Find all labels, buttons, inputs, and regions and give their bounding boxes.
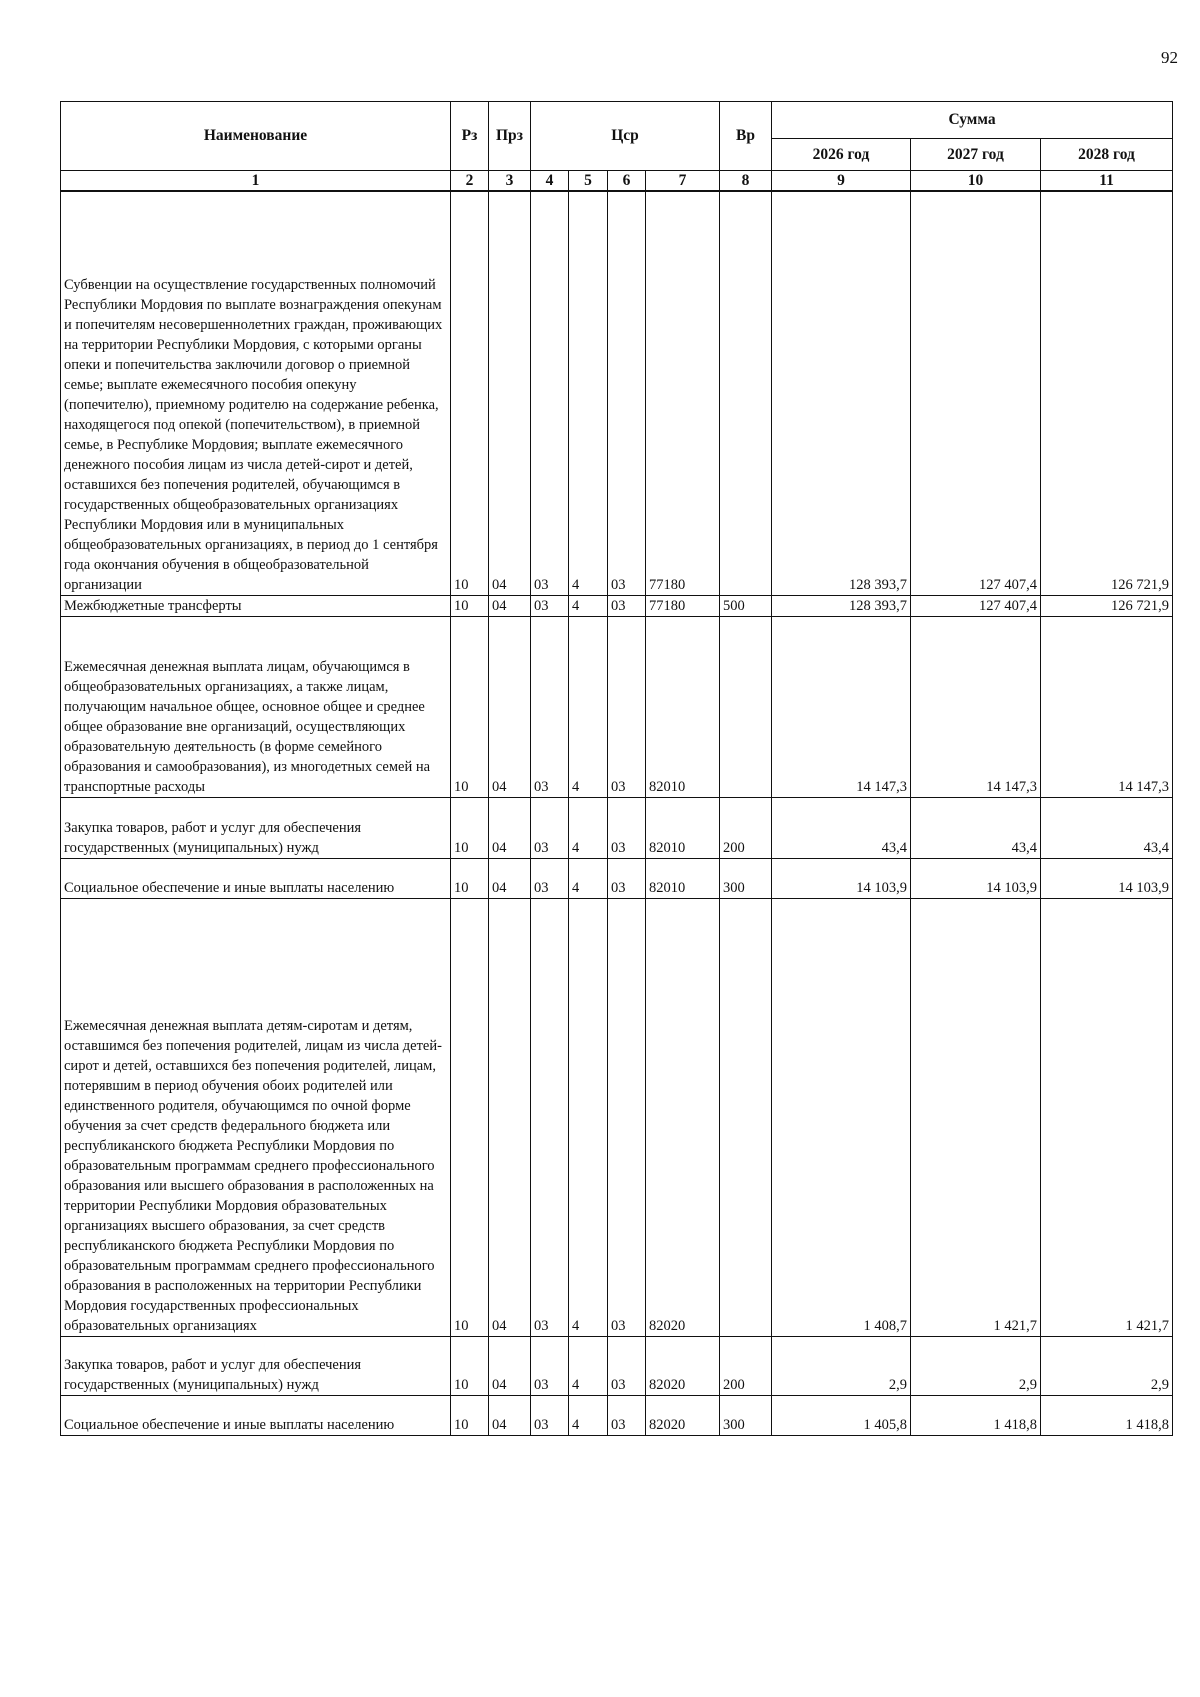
cell-rz: 10 [451,797,489,858]
cell-rz: 10 [451,1395,489,1435]
cell-sum-2026: 43,4 [772,797,911,858]
cell-csr-part3: 03 [608,797,646,858]
cell-name: Закупка товаров, работ и услуг для обеспечения государственных (муниципальных) нужд [61,797,451,858]
cell-sum-2027: 127 407,4 [911,595,1041,616]
cell-prz: 04 [489,898,531,1336]
table-row [61,191,1173,595]
column-number-11: 11 [1041,171,1173,192]
cell-sum-2027: 14 147,3 [911,616,1041,797]
cell-csr-part4: 82020 [646,1336,720,1395]
cell-csr-part2: 4 [569,616,608,797]
cell-vr: 200 [720,1336,772,1395]
cell-vr: 300 [720,1395,772,1435]
cell-sum-2027: 127 407,4 [911,191,1041,595]
cell-vr: 500 [720,595,772,616]
cell-csr-part4: 77180 [646,595,720,616]
cell-rz: 10 [451,898,489,1336]
cell-csr-part4: 77180 [646,191,720,595]
cell-name: Ежемесячная денежная выплата лицам, обучающимся в общеобразовательных организациях, а также лицам, получающим начальное общее, основное общее и среднее общее образование вне организаций, осуществляющих образовательную деятельность (в форме семейного образования и самообразования), из многодетных семей на транспортные расходы [61,616,451,797]
cell-sum-2026: 14 103,9 [772,858,911,898]
cell-csr-part4: 82010 [646,858,720,898]
table-row [61,1395,1173,1435]
column-number-8: 8 [720,171,772,192]
budget-table [60,101,1173,1436]
cell-csr-part1: 03 [531,191,569,595]
column-numbers-row [61,171,1173,192]
column-number-10: 10 [911,171,1041,192]
cell-sum-2027: 1 421,7 [911,898,1041,1336]
cell-csr-part3: 03 [608,898,646,1336]
table-row [61,595,1173,616]
header-sum: Сумма [772,102,1173,139]
cell-rz: 10 [451,616,489,797]
cell-csr-part1: 03 [531,858,569,898]
cell-sum-2028: 2,9 [1041,1336,1173,1395]
cell-csr-part1: 03 [531,595,569,616]
cell-rz: 10 [451,595,489,616]
cell-csr-part4: 82010 [646,797,720,858]
table-row [61,616,1173,797]
cell-prz: 04 [489,1395,531,1435]
cell-vr: 200 [720,797,772,858]
cell-sum-2028: 43,4 [1041,797,1173,858]
header-year-2028: 2028 год [1041,139,1173,171]
cell-csr-part3: 03 [608,1395,646,1435]
cell-csr-part2: 4 [569,595,608,616]
header-year-2026: 2026 год [772,139,911,171]
cell-sum-2028: 14 147,3 [1041,616,1173,797]
table-row [61,797,1173,858]
cell-csr-part2: 4 [569,191,608,595]
cell-prz: 04 [489,191,531,595]
cell-sum-2026: 2,9 [772,1336,911,1395]
cell-sum-2027: 1 418,8 [911,1395,1041,1435]
cell-sum-2028: 126 721,9 [1041,191,1173,595]
column-number-1: 1 [61,171,451,192]
table-row [61,898,1173,1336]
cell-prz: 04 [489,858,531,898]
header-vr: Вр [720,102,772,171]
cell-csr-part2: 4 [569,898,608,1336]
cell-sum-2028: 1 418,8 [1041,1395,1173,1435]
cell-prz: 04 [489,616,531,797]
table-body [61,191,1173,1435]
cell-csr-part2: 4 [569,797,608,858]
cell-rz: 10 [451,1336,489,1395]
cell-sum-2028: 1 421,7 [1041,898,1173,1336]
cell-csr-part4: 82020 [646,898,720,1336]
cell-name: Социальное обеспечение и иные выплаты населению [61,858,451,898]
cell-sum-2026: 128 393,7 [772,191,911,595]
cell-csr-part3: 03 [608,1336,646,1395]
cell-csr-part1: 03 [531,1336,569,1395]
cell-name: Закупка товаров, работ и услуг для обеспечения государственных (муниципальных) нужд [61,1336,451,1395]
cell-name: Социальное обеспечение и иные выплаты населению [61,1395,451,1435]
cell-vr [720,616,772,797]
cell-sum-2026: 14 147,3 [772,616,911,797]
cell-csr-part1: 03 [531,1395,569,1435]
cell-csr-part3: 03 [608,191,646,595]
column-number-9: 9 [772,171,911,192]
cell-csr-part3: 03 [608,595,646,616]
cell-csr-part2: 4 [569,1395,608,1435]
cell-csr-part4: 82020 [646,1395,720,1435]
table-row [61,858,1173,898]
cell-csr-part1: 03 [531,797,569,858]
header-name: Наименование [61,102,451,171]
cell-name: Ежемесячная денежная выплата детям-сиротам и детям, оставшимся без попечения родителей, лицам из числа детей-сирот и детей, оставшихся без попечения родителей, лицам, потерявшим в период обучения обоих родителей или единственного родителя, обучающимся по очной форме обучения за счет средств федерального бюджета или республиканского бюджета Республики Мордовия по образовательным программам среднего профессионального образования или высшего образования в расположенных на территории Республики Мордовия образовательных организациях высшего образования, за счет средств республиканского бюджета Республики Мордовия по образовательным программам среднего профессионального образования в расположенных на территории Республики Мордовия государственных профессиональных образовательных организациях [61,898,451,1336]
cell-csr-part3: 03 [608,858,646,898]
column-number-4: 4 [531,171,569,192]
cell-sum-2027: 14 103,9 [911,858,1041,898]
cell-sum-2026: 128 393,7 [772,595,911,616]
cell-csr-part2: 4 [569,1336,608,1395]
column-number-3: 3 [489,171,531,192]
column-number-7: 7 [646,171,720,192]
cell-csr-part1: 03 [531,616,569,797]
cell-prz: 04 [489,1336,531,1395]
cell-vr: 300 [720,858,772,898]
cell-csr-part1: 03 [531,898,569,1336]
header-prz: Прз [489,102,531,171]
column-number-6: 6 [608,171,646,192]
cell-sum-2026: 1 408,7 [772,898,911,1336]
cell-sum-2028: 14 103,9 [1041,858,1173,898]
cell-prz: 04 [489,797,531,858]
cell-sum-2027: 43,4 [911,797,1041,858]
header-rz: Рз [451,102,489,171]
cell-sum-2027: 2,9 [911,1336,1041,1395]
cell-sum-2026: 1 405,8 [772,1395,911,1435]
cell-rz: 10 [451,858,489,898]
column-number-2: 2 [451,171,489,192]
column-number-5: 5 [569,171,608,192]
cell-name: Межбюджетные трансферты [61,595,451,616]
cell-csr-part3: 03 [608,616,646,797]
cell-vr [720,898,772,1336]
cell-csr-part2: 4 [569,858,608,898]
cell-rz: 10 [451,191,489,595]
cell-vr [720,191,772,595]
cell-csr-part4: 82010 [646,616,720,797]
header-year-2027: 2027 год [911,139,1041,171]
page-number: 92 [1161,48,1178,67]
header-csr: Цср [531,102,720,171]
cell-prz: 04 [489,595,531,616]
cell-name: Субвенции на осуществление государственных полномочий Республики Мордовия по выплате вознаграждения опекунам и попечителям несовершеннолетних граждан, проживающих на территории Республики Мордовия, с которыми органы опеки и попечительства заключили договор о приемной семье; выплате ежемесячного пособия опекуну (попечителю), приемному родителю на содержание ребенка, находящегося под опекой (попечительством), в приемной семье, в Республике Мордовия; выплате ежемесячного денежного пособия лицам из числа детей-сирот и детей, оставшихся без попечения родителей, обучающимся в государственных общеобразовательных организациях Республики Мордовия или в муниципальных общеобразовательных организациях, в период до 1 сентября года окончания обучения в общеобразовательной организации [61,191,451,595]
table-row [61,1336,1173,1395]
cell-sum-2028: 126 721,9 [1041,595,1173,616]
